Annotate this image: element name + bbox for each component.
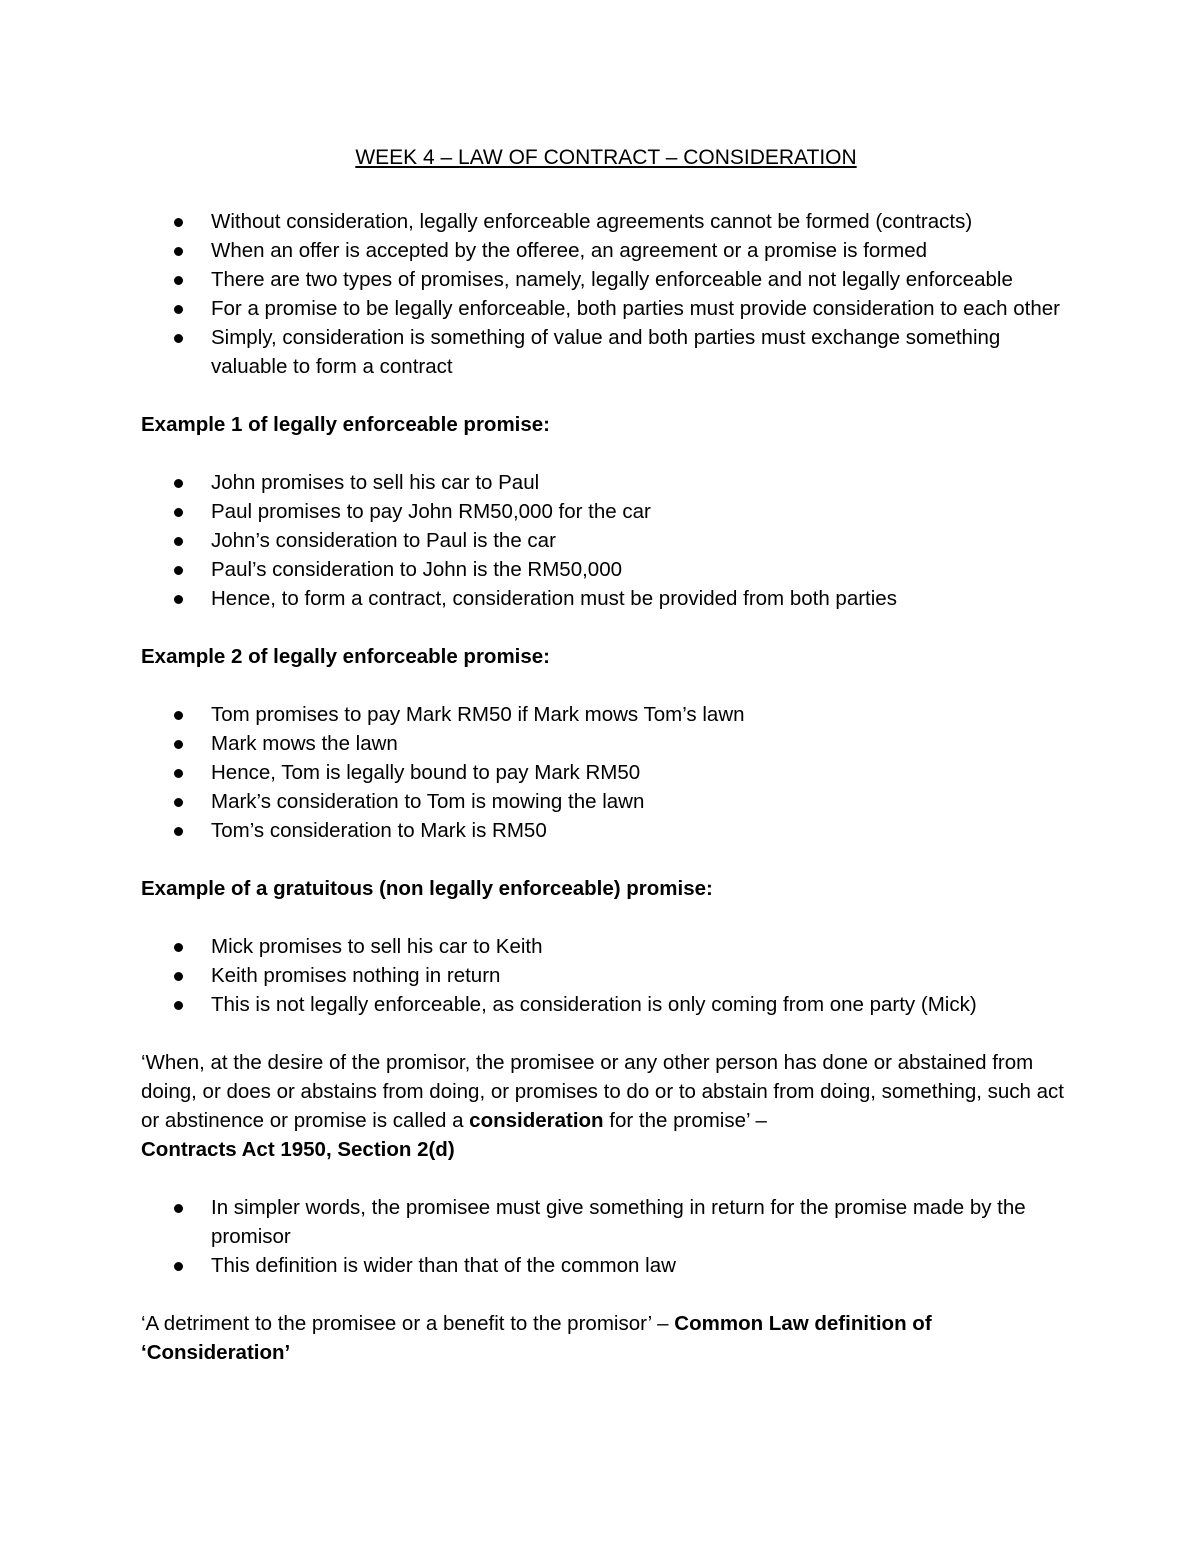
spacer <box>141 671 1071 700</box>
list-item <box>211 932 1071 961</box>
definition-bullet-list <box>141 1193 1071 1280</box>
bullet-icon <box>174 566 183 575</box>
spacer <box>141 439 1071 468</box>
common-law-definition-paragraph <box>141 1309 1071 1367</box>
bullet-icon <box>174 305 183 314</box>
quote-source: Contracts Act 1950, Section 2(d) <box>141 1138 455 1161</box>
bullet-icon <box>174 943 183 952</box>
bullet-icon <box>174 595 183 604</box>
list-item <box>211 265 1071 294</box>
bullet-icon <box>174 537 183 546</box>
bullet-icon <box>174 1204 183 1213</box>
list-item <box>211 584 1071 613</box>
list-item-text: Tom promises to pay Mark RM50 if Mark mows Tom’s lawn <box>211 703 745 726</box>
list-item-text: Paul’s consideration to John is the RM50,000 <box>211 558 623 581</box>
bullet-icon <box>174 1001 183 1010</box>
example1-heading: Example 1 of legally enforceable promise: <box>141 413 551 436</box>
example2-heading: Example 2 of legally enforceable promise: <box>141 645 551 668</box>
bullet-icon <box>174 711 183 720</box>
statutory-definition-paragraph <box>141 1048 1071 1164</box>
list-item <box>211 990 1071 1019</box>
list-item <box>211 758 1071 787</box>
list-item <box>211 468 1071 497</box>
list-item <box>211 207 1071 236</box>
example1-bullet-list <box>141 468 1071 613</box>
bullet-icon <box>174 276 183 285</box>
intro-bullet-list <box>141 207 1071 381</box>
list-item-text: There are two types of promises, namely, legally enforceable and not legally enforceable <box>211 268 1013 291</box>
example2-bullet-list <box>141 700 1071 845</box>
list-item-text: Mark mows the lawn <box>211 732 398 755</box>
bullet-icon <box>174 972 183 981</box>
list-item <box>211 1251 1071 1280</box>
spacer <box>141 1019 1071 1048</box>
list-item-text: Tom’s consideration to Mark is RM50 <box>211 819 547 842</box>
spacer <box>141 381 1071 410</box>
bullet-icon <box>174 479 183 488</box>
list-item <box>211 294 1071 323</box>
bullet-icon <box>174 334 183 343</box>
list-item <box>211 1193 1071 1251</box>
quote-text: ‘When, at the desire of the promisor, the promisee or any other person has done or abstained from doing, or does or abstains from doing, or promises to do or to abstain from doing, something, such act or abstinence or promise is called a <box>141 1051 1064 1132</box>
list-item-text: Mark’s consideration to Tom is mowing the lawn <box>211 790 645 813</box>
list-item <box>211 787 1071 816</box>
bullet-icon <box>174 508 183 517</box>
bullet-icon <box>174 218 183 227</box>
spacer <box>141 1280 1071 1309</box>
list-item-text: Paul promises to pay John RM50,000 for the car <box>211 500 651 523</box>
list-item <box>211 236 1071 265</box>
list-item-text: In simpler words, the promisee must give something in return for the promise made by the promisor <box>211 1196 1026 1248</box>
list-item <box>211 816 1071 845</box>
example3-bullet-list <box>141 932 1071 1019</box>
list-item-text: This definition is wider than that of the common law <box>211 1254 676 1277</box>
bullet-icon <box>174 1262 183 1271</box>
list-item-text: Simply, consideration is something of value and both parties must exchange something valuable to form a contract <box>211 326 1001 378</box>
list-item <box>211 497 1071 526</box>
common-law-quote-text: ‘A detriment to the promisee or a benefit to the promisor’ – <box>141 1312 675 1335</box>
document-title: WEEK 4 – LAW OF CONTRACT – CONSIDERATION <box>355 146 857 169</box>
list-item-text: Mick promises to sell his car to Keith <box>211 935 543 958</box>
list-item-text: John promises to sell his car to Paul <box>211 471 540 494</box>
bullet-icon <box>174 798 183 807</box>
quote-text-after: for the promise’ – <box>603 1109 767 1132</box>
spacer <box>141 613 1071 642</box>
document-body <box>141 143 1071 1367</box>
spacer <box>141 845 1071 874</box>
common-law-quote-source: Common Law definition of ‘Consideration’ <box>141 1312 932 1364</box>
bullet-icon <box>174 827 183 836</box>
list-item-text: Hence, Tom is legally bound to pay Mark RM50 <box>211 761 641 784</box>
list-item-text: Keith promises nothing in return <box>211 964 501 987</box>
list-item <box>211 700 1071 729</box>
list-item <box>211 961 1071 990</box>
list-item-text: John’s consideration to Paul is the car <box>211 529 556 552</box>
list-item-text: For a promise to be legally enforceable, both parties must provide consideration to each other <box>211 297 1060 320</box>
example3-heading: Example of a gratuitous (non legally enforceable) promise: <box>141 877 713 900</box>
list-item <box>211 526 1071 555</box>
list-item-text: Hence, to form a contract, consideration must be provided from both parties <box>211 587 897 610</box>
list-item-text: Without consideration, legally enforceable agreements cannot be formed (contracts) <box>211 210 973 233</box>
quote-bold-term: consideration <box>469 1109 604 1132</box>
list-item-text: This is not legally enforceable, as consideration is only coming from one party (Mick) <box>211 993 977 1016</box>
spacer <box>141 903 1071 932</box>
list-item <box>211 323 1071 381</box>
bullet-icon <box>174 769 183 778</box>
list-item <box>211 555 1071 584</box>
spacer <box>141 1164 1071 1193</box>
bullet-icon <box>174 740 183 749</box>
list-item-text: When an offer is accepted by the offeree, an agreement or a promise is formed <box>211 239 927 262</box>
list-item <box>211 729 1071 758</box>
bullet-icon <box>174 247 183 256</box>
